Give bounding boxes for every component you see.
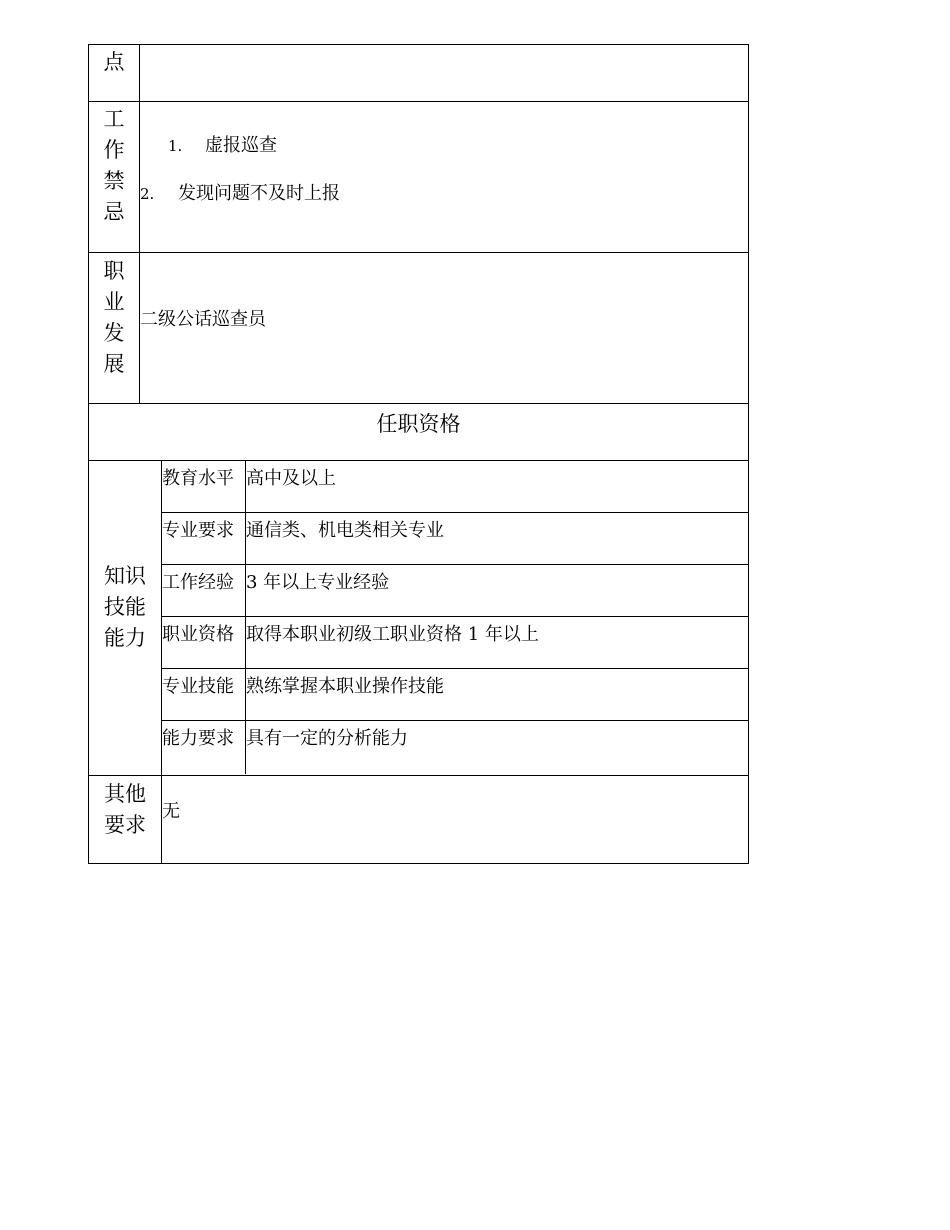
career-content <box>140 253 748 403</box>
qualifications-header: 任职资格 <box>376 412 461 436</box>
skill-label: 工作经验 <box>162 565 246 616</box>
other-label: 其他 要求 <box>89 776 162 863</box>
skill-label: 专业技能 <box>162 669 246 720</box>
career-value: 二级公话巡查员 <box>140 309 266 330</box>
points-label: 点 <box>89 45 140 101</box>
prohibitions-row <box>88 102 749 253</box>
skills-subtable <box>162 461 748 775</box>
skill-row-certification <box>162 617 748 669</box>
skill-value: 3 年以上专业经验 <box>246 572 390 593</box>
other-content <box>162 776 748 863</box>
other-value: 无 <box>162 801 180 822</box>
skills-row <box>88 461 749 776</box>
skills-label: 知识 技能 能力 <box>89 461 162 775</box>
job-description-table <box>88 44 749 864</box>
skill-value: 通信类、机电类相关专业 <box>246 520 444 541</box>
skill-label: 能力要求 <box>162 721 246 774</box>
skill-label: 专业要求 <box>162 513 246 564</box>
prohibition-item: 2. 发现问题不及时上报 <box>140 183 340 204</box>
skill-label: 职业资格 <box>162 617 246 668</box>
other-row <box>88 776 749 864</box>
qualifications-header-row <box>88 404 749 461</box>
skill-value: 熟练掌握本职业操作技能 <box>246 676 444 697</box>
skill-label: 教育水平 <box>162 461 246 512</box>
career-label: 职 业 发 展 <box>89 253 140 403</box>
skill-value: 高中及以上 <box>246 468 336 489</box>
points-content <box>140 45 748 101</box>
prohibitions-content <box>140 102 748 252</box>
career-row <box>88 253 749 404</box>
points-row <box>88 44 749 102</box>
skill-row-ability <box>162 721 748 774</box>
skill-row-experience <box>162 565 748 617</box>
prohibition-item: 1. 虚报巡查 <box>168 135 277 156</box>
skill-value: 具有一定的分析能力 <box>246 728 408 749</box>
prohibitions-label: 工 作 禁 忌 <box>89 102 140 252</box>
skill-row-professional-skill <box>162 669 748 721</box>
skill-row-education <box>162 461 748 513</box>
skill-row-major <box>162 513 748 565</box>
skill-value: 取得本职业初级工职业资格 1 年以上 <box>246 624 539 645</box>
